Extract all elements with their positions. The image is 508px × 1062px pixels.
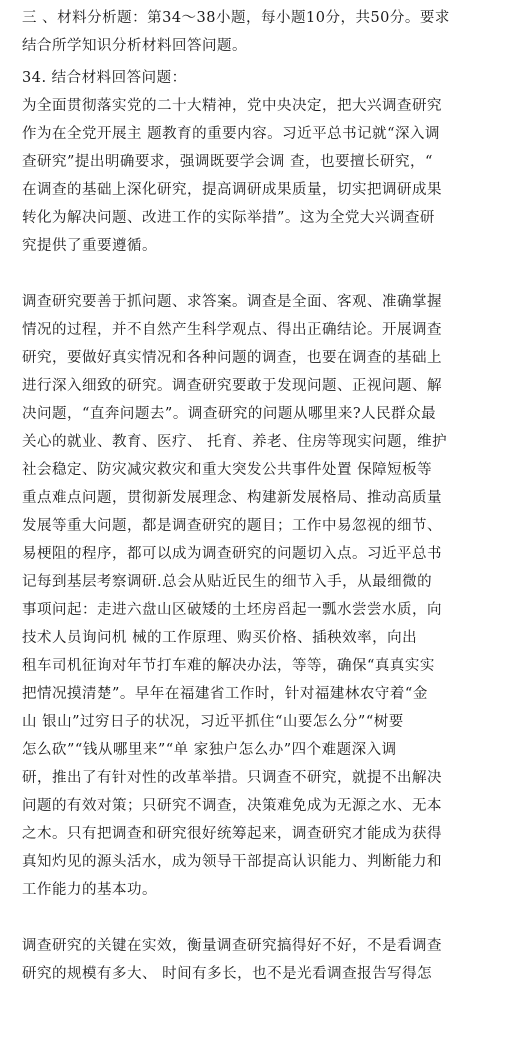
text-line: 在调查的基础上深化研究，提高调研成果质量，切实把调研成果 (22, 182, 442, 198)
text-line: 调查研究的关键在实效，衡量调查研究搞得好不好，不是看调查 (22, 938, 442, 954)
text-line: 真知灼见的源头活水，成为领导干部提高认识能力、判断能力和 (22, 854, 442, 870)
text-line: 研，推出了有针对性的改革举措。只调查不研究，就提不出解决 (22, 770, 442, 786)
section-header (22, 4, 494, 60)
text-line: 问题的有效对策；只研究不调查，决策难免成为无源之水、无本 (22, 798, 442, 814)
text-line: 技术人员询问机 械的工作原理、购买价格、插秧效率，向出 (22, 630, 418, 646)
text-line: 租车司机征询对年节打车难的解决办法，等等，确保“真真实实 (22, 658, 435, 674)
text-line: 转化为解决问题、改进工作的实际举措”。这为全党大兴调查研 (22, 210, 435, 226)
text-line: 怎么砍”“钱从哪里来”“单 家独户怎么办”四个难题深入调 (22, 742, 397, 758)
text-line: 作为在全党开展主 题教育的重要内容。习近平总书记就“深入调 (22, 126, 441, 142)
text-line: 关心的就业、教育、医疗、 托育、养老、住房等现实问题，维护 (22, 434, 448, 450)
section-header-line: 结合所学知识分析材料回答问题。 (22, 38, 247, 54)
text-line: 为全面贯彻落实党的二十大精神，党中央决定，把大兴调查研究 (22, 98, 442, 114)
text-line: 工作能力的基本功。 (22, 882, 157, 898)
text-line: 调查研究要善于抓问题、求答案。调查是全面、客观、准确掌握 (22, 294, 442, 310)
text-line: 决问题，“直奔问题去”。调查研究的问题从哪里来?人民群众最 (22, 406, 437, 422)
text-line: 之木。只有把调查和研究很好统筹起来，调查研究才能成为获得 (22, 826, 442, 842)
paragraph-1 (22, 92, 494, 260)
text-line: 进行深入细致的研究。调查研究要敢于发现问题、正视问题、解 (22, 378, 442, 394)
text-line: 把情况摸清楚”。早年在福建省工作时，针对福建林农守着“金 (22, 686, 428, 702)
text-line: 研究的规模有多大、 时间有多长，也不是光看调查报告写得怎 (22, 966, 433, 982)
text-line: 事项问起：走进六盘山区破矮的土坯房舀起一瓢水尝尝水质，向 (22, 602, 442, 618)
paragraph-3 (22, 932, 494, 988)
question-number: 34. 结合材料回答问题： (22, 70, 187, 86)
section-header-line: 三 、材料分析题：第34～38小题，每小题10分，共50分。要求 (22, 10, 450, 26)
text-line: 山 银山”过穷日子的状况，习近平抓住“山要怎么分”“树要 (22, 714, 404, 730)
text-line: 究提供了重要遵循。 (22, 238, 157, 254)
text-line: 研究，要做好真实情况和各种问题的调查，也要在调查的基础上 (22, 350, 442, 366)
text-line: 发展等重大问题，都是调查研究的题目；工作中易忽视的细节、 (22, 518, 442, 534)
text-line: 社会稳定、防灾减灾救灾和重大突发公共事件处置 保障短板等 (22, 462, 433, 478)
text-line: 情况的过程，并不自然产生科学观点、得出正确结论。开展调查 (22, 322, 442, 338)
text-line: 重点难点问题，贯彻新发展理念、构建新发展格局、推动高质量 (22, 490, 442, 506)
text-line: 易梗阻的程序，都可以成为调查研究的问题切入点。习近平总书 (22, 546, 442, 562)
document-page (22, 4, 494, 988)
text-line: 记每到基层考察调研.总会从贴近民生的细节入手，从最细微的 (22, 574, 433, 590)
paragraph-2 (22, 288, 494, 904)
text-line: 查研究”提出明确要求，强调既要学会调 查，也要擅长研究，“ (22, 154, 433, 170)
